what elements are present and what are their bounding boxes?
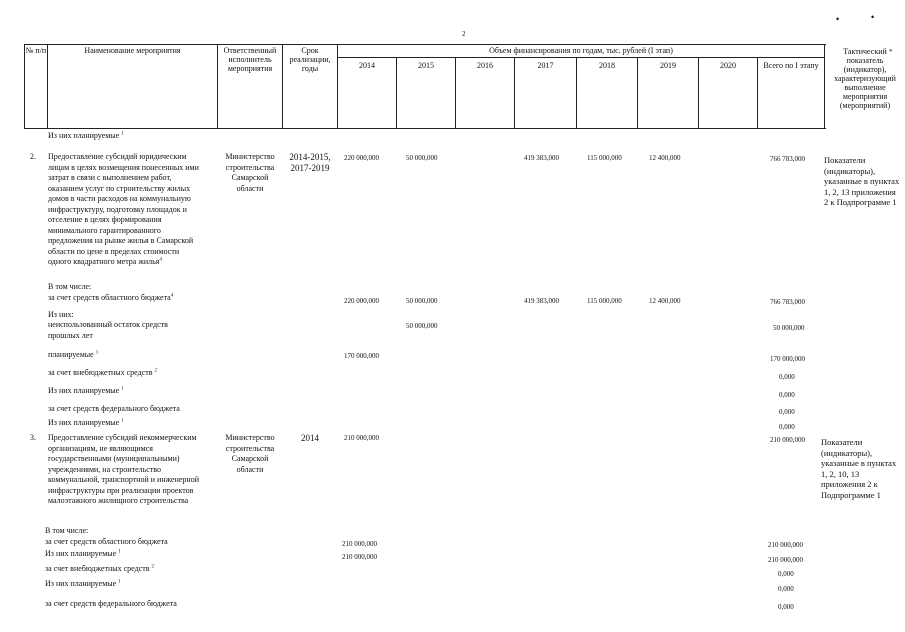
row-label: за счет внебюджетных средств $^2$	[48, 368, 158, 377]
value-total: 766 783,000	[770, 298, 805, 306]
item-description: Предоставление субсидий некоммерческим организациям, не являющимся государственными (муниципальными) учреждениями, на строительство коммунальной, транспортной и инженерной инфраструктуры при реализации проектов малоэтажного жилищного строительства	[48, 433, 199, 505]
header-year: 2015	[418, 61, 434, 70]
value-2015: 50 000,000	[406, 297, 438, 305]
corner-mark: •	[836, 14, 840, 24]
header-year: 2014	[359, 61, 375, 70]
row-label: за счет внебюджетных средств $^2$	[45, 564, 155, 573]
value-2014: 210 000,000	[344, 434, 379, 442]
col-divider	[47, 44, 48, 128]
row-label: Из них планируемые $^1$	[48, 131, 124, 140]
value-total: 210 000,000	[768, 556, 803, 564]
header-year: 2019	[660, 61, 676, 70]
item-description: Предоставление субсидий юридическим лицам в целях возмещения понесенных ими затрат в связи с выполнением работ, оказанием услуг по строительству жилых домов в части расходов на коммунальную инфраструктуру, подготовку площадок и отселение в целях формирования минимального гарантированного предложения на рынке жилья в Самарской области по цене в пределах стоимости одного квадратного метра жилья$^4$	[48, 152, 199, 266]
value-2014: 220 000,000	[344, 154, 379, 162]
header-year: 2017	[537, 61, 554, 70]
row-label: Из них планируемые $^1$	[48, 386, 124, 395]
header-indicator	[826, 47, 904, 110]
value-2018: 115 000,000	[587, 154, 622, 162]
item-responsible: Министерство строительства Самарской области	[225, 433, 275, 474]
row-label: за счет средств федерального бюджета	[45, 599, 177, 608]
row-label: Из них планируемые $^1$	[48, 418, 124, 427]
item-indicator: Показатели (индикаторы), указанные в пунктах 1, 2, 10, 13 приложения 2 к Подпрограмме 1	[821, 437, 897, 500]
header-year: 2016	[477, 61, 493, 70]
header-year: 2020	[720, 61, 736, 70]
value-total: 0,000	[779, 391, 795, 399]
value-total: 170 000,000	[770, 355, 805, 363]
value-2015: 50 000,000	[406, 322, 438, 330]
value-total: 0,000	[779, 423, 795, 431]
page-number: 2	[462, 30, 466, 38]
row-label: Из них планируемые $^1$	[45, 579, 121, 588]
corner-mark: •	[871, 12, 875, 22]
header-name: Наименование мероприятия	[84, 46, 181, 55]
row-label: Из них планируемые $^1$	[45, 549, 121, 558]
value-2015: 50 000,000	[406, 154, 438, 162]
value-total: 0,000	[779, 373, 795, 381]
value-total: 210 000,000	[770, 436, 805, 444]
row-label: за счет средств областного бюджета	[45, 537, 168, 546]
row-label: неиспользованный остаток средств прошлых лет	[48, 320, 168, 340]
value-total: 0,000	[779, 408, 795, 416]
value-total: 0,000	[778, 585, 794, 593]
row-label: за счет средств областного бюджета$^4$	[48, 293, 174, 302]
value-total: 210 000,000	[768, 541, 803, 549]
value-2019: 12 400,000	[649, 297, 681, 305]
item-number: 2.	[30, 152, 36, 161]
value-total: 0,000	[778, 570, 794, 578]
row-label: планируемые $^1$	[48, 350, 99, 359]
value-2014: 210 000,000	[342, 553, 377, 561]
value-total: 0,000	[778, 603, 794, 611]
value-total: 766 783,000	[770, 155, 805, 163]
value-2017: 419 383,000	[524, 154, 559, 162]
header-indicator-text: Тактический показатель (индикатор), характеризующий выполнение мероприятия (мероприятий)	[834, 47, 896, 110]
header-total: Всего по I этапу	[763, 61, 819, 70]
value-2019: 12 400,000	[649, 154, 681, 162]
item-indicator: Показатели (индикаторы), указанные в пунктах 1, 2, 13 приложения 2 к Подпрограмме 1	[824, 155, 900, 207]
item-term: 2014	[301, 433, 319, 443]
row-label: В том числе:	[48, 282, 92, 291]
value-2018: 115 000,000	[587, 297, 622, 305]
value-2014: 210 000,000	[342, 540, 377, 548]
header-year: 2018	[599, 61, 615, 70]
value-2017: 419 383,000	[524, 297, 559, 305]
header-responsible: Ответственный исполнитель мероприятия	[223, 46, 277, 73]
header-term: Срок реализации, годы	[289, 46, 331, 73]
asterisk-mark: *	[889, 48, 893, 56]
item-number: 3.	[30, 433, 36, 442]
row-label: В том числе:	[45, 526, 89, 535]
value-total: 50 000,000	[773, 324, 805, 332]
row-label: Из них:	[48, 310, 74, 319]
item-term: 2014-2015, 2017-2019	[289, 152, 331, 173]
header-num: № п/п	[25, 46, 47, 55]
row-divider	[337, 57, 825, 58]
value-2014: 170 000,000	[344, 352, 379, 360]
value-2014: 220 000,000	[344, 297, 379, 305]
row-label: за счет средств федерального бюджета	[48, 404, 180, 413]
header-funding: Объем финансирования по годам, тыс. рублей (I этап)	[489, 46, 673, 55]
item-responsible: Министерство строительства Самарской области	[225, 152, 275, 193]
